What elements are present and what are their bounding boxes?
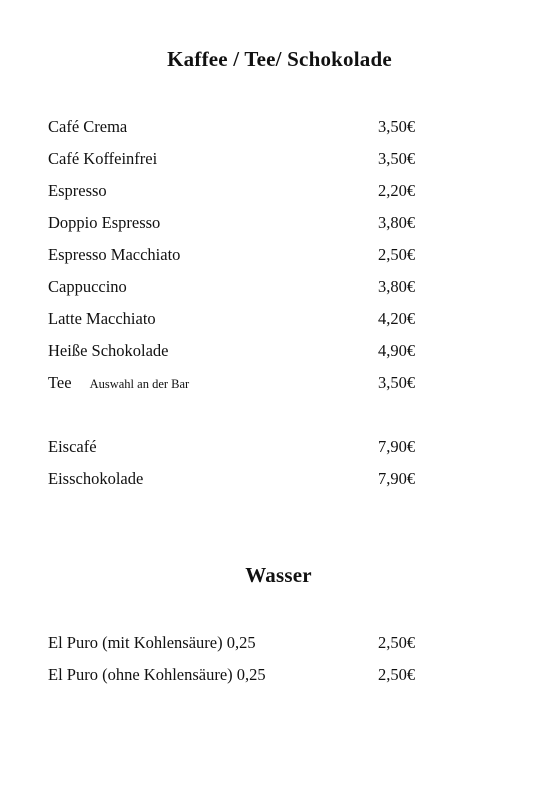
item-name: Doppio Espresso bbox=[48, 213, 161, 232]
item-name: El Puro (ohne Kohlensäure) 0,25 bbox=[48, 665, 266, 684]
item-price: 7,90€ bbox=[378, 469, 416, 488]
item-price: 2,50€ bbox=[378, 665, 416, 684]
item-price: 2,20€ bbox=[378, 181, 416, 200]
item-name: Eiscafé bbox=[48, 437, 97, 456]
menu-item bbox=[48, 341, 422, 365]
item-name: Cappuccino bbox=[48, 277, 127, 296]
item-name: Café Koffeinfrei bbox=[48, 149, 158, 168]
menu-item bbox=[48, 373, 422, 397]
item-note: Auswahl an der Bar bbox=[89, 377, 190, 391]
item-name-text: Tee bbox=[48, 373, 72, 392]
menu-item bbox=[48, 149, 422, 173]
menu-item bbox=[48, 437, 422, 461]
item-price: 2,50€ bbox=[378, 633, 416, 652]
item-price: 4,90€ bbox=[378, 341, 416, 360]
item-name: Café Crema bbox=[48, 117, 128, 136]
item-name: Heiße Schokolade bbox=[48, 341, 169, 360]
item-name: El Puro (mit Kohlensäure) 0,25 bbox=[48, 633, 256, 652]
item-name: Latte Macchiato bbox=[48, 309, 156, 328]
menu-item bbox=[48, 277, 422, 301]
item-price: 3,50€ bbox=[378, 117, 416, 136]
menu-item bbox=[48, 633, 422, 657]
menu-item bbox=[48, 245, 422, 269]
menu-item bbox=[48, 665, 422, 689]
item-name: Espresso Macchiato bbox=[48, 245, 181, 264]
menu-item bbox=[48, 181, 422, 205]
menu-item bbox=[48, 309, 422, 333]
menu-item bbox=[48, 469, 422, 493]
item-price: 3,50€ bbox=[378, 373, 416, 392]
menu-item bbox=[48, 213, 422, 237]
section-title-kaffee: Kaffee / Tee/ Schokolade bbox=[167, 47, 392, 71]
item-price: 7,90€ bbox=[378, 437, 416, 456]
item-name: Espresso bbox=[48, 181, 107, 200]
item-price: 2,50€ bbox=[378, 245, 416, 264]
section-title-wasser: Wasser bbox=[245, 563, 312, 587]
item-price: 3,80€ bbox=[378, 277, 416, 296]
item-price: 4,20€ bbox=[378, 309, 416, 328]
item-price: 3,80€ bbox=[378, 213, 416, 232]
menu-item bbox=[48, 117, 422, 141]
item-price: 3,50€ bbox=[378, 149, 416, 168]
item-name bbox=[48, 373, 189, 393]
item-name: Eisschokolade bbox=[48, 469, 144, 488]
